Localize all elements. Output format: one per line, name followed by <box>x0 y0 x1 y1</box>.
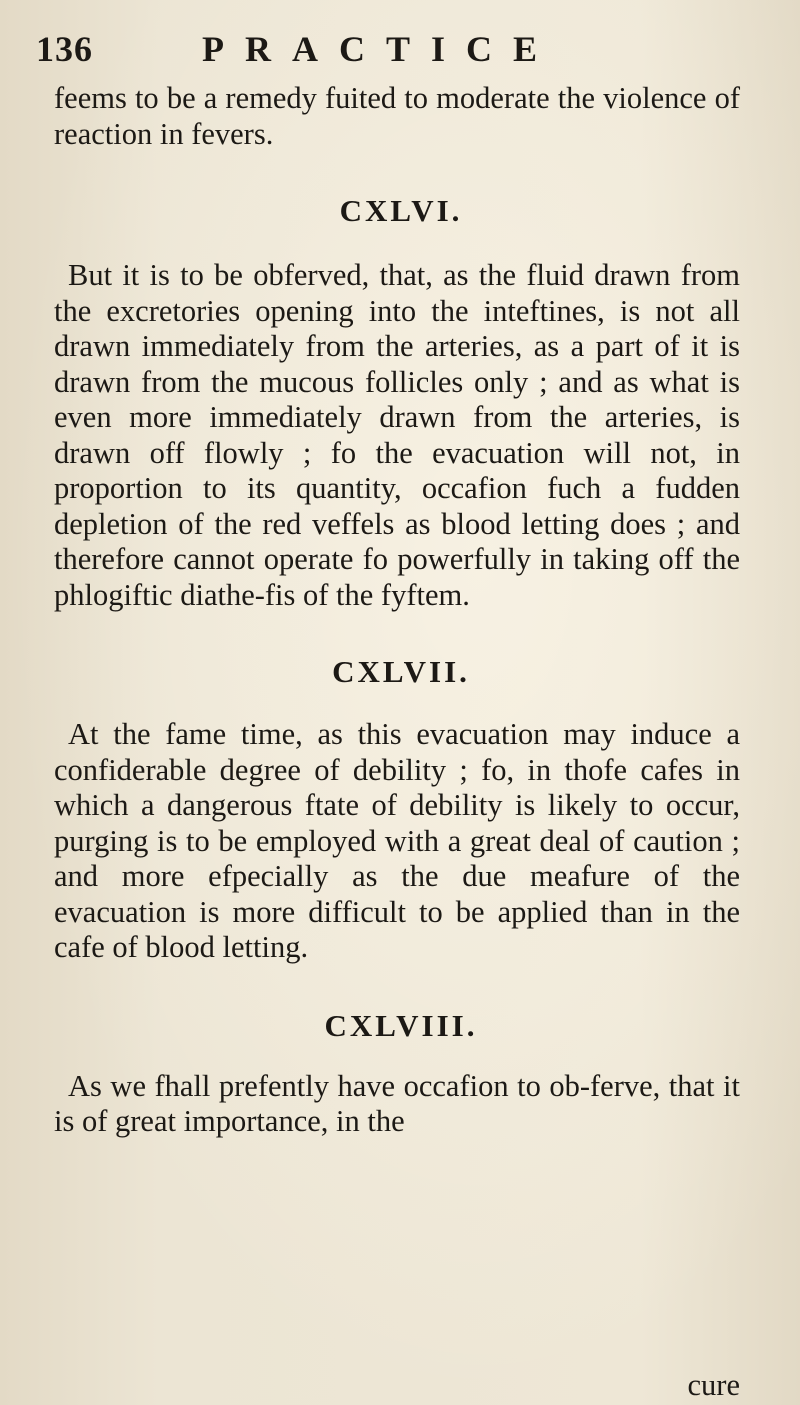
section-heading-cxlvii: CXLVII. <box>332 654 470 689</box>
page-header <box>36 28 756 78</box>
continuation-paragraph: feems to be a remedy fuited to moderate the violence of reaction in fevers. <box>54 81 740 151</box>
catchword: cure <box>687 1368 740 1402</box>
section-heading-cxlviii: CXLVIII. <box>324 1007 478 1043</box>
body-text <box>54 81 740 1140</box>
page-number: 136 <box>36 29 93 69</box>
section-paragraph-cxlvii: At the fame time, as this evacuation may induce a confiderable degree of debility ; fo, in thofe cafes in which a dangerous ftate of debility is likely to occur, purging is to be employed with a great deal of caution ; and more efpecially as the due meafure of the evacuation is more difficult to be applied than in the cafe of blood letting. <box>54 717 740 964</box>
section-heading-cxlvi: CXLVI. <box>339 193 463 228</box>
running-head: PRACTICE <box>202 29 559 69</box>
section-paragraph-cxlvi: But it is to be obferved, that, as the fluid drawn from the excretories opening into the inteftines, is not all drawn immediately from the arteries, as a part of it is drawn from the mucous follicles only ; and as what is even more immediately drawn from the arteries, is drawn off flowly ; fo the evacuation will not, in proportion to its quantity, occafion fuch a fudden depletion of the red veffels as blood letting does ; and therefore cannot operate fo powerfully in taking off the phlogiftic diathe-fis of the fyftem. <box>54 258 740 612</box>
section-paragraph-cxlviii: As we fhall prefently have occafion to ob-ferve, that it is of great importance, in the <box>54 1068 740 1138</box>
